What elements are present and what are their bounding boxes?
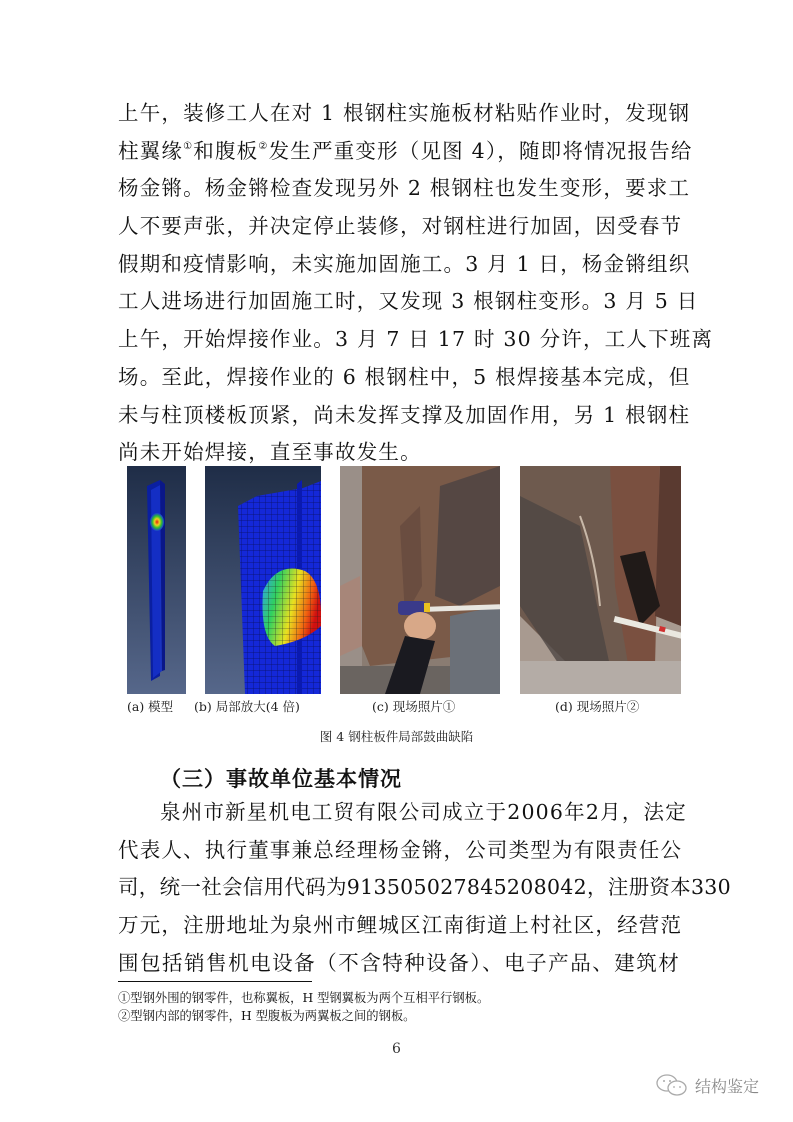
footnote-divider (118, 981, 312, 982)
fe-model-image (127, 466, 186, 694)
text-line: 泉州市新星机电工贸有限公司成立于2006年2月，法定 (160, 800, 687, 824)
text-line: 司，统一社会信用代码为913505027845208042，注册资本330 (118, 875, 731, 900)
panel-caption-b: (b) 局部放大(4 倍) (194, 699, 300, 714)
text-line: 杨金锵。杨金锵检查发现另外 2 根钢柱也发生变形，要求工 (118, 176, 691, 201)
figure-panel-a-model (127, 466, 186, 694)
site-photo-image (520, 466, 681, 694)
watermark-text: 结构鉴定 (695, 1076, 760, 1096)
text-line: 未与柱顶楼板顶紧，尚未发挥支撑及加固作用，另 1 根钢柱 (118, 402, 691, 427)
text-line: 万元，注册地址为泉州市鲤城区江南街道上村社区，经营范 (118, 913, 683, 938)
text-line: 柱翼缘①和腹板②发生严重变形（见图 4），随即将情况报告给 (118, 138, 693, 163)
panel-caption-a: (a) 模型 (127, 699, 174, 714)
panel-caption-c: (c) 现场照片① (372, 699, 456, 714)
footnote-1: ①型钢外围的钢零件，也称翼板，H 型钢翼板为两个互相平行钢板。 (118, 991, 490, 1005)
text-line: 上午，开始焊接作业。3 月 7 日 17 时 30 分许，工人下班离 (118, 327, 714, 352)
figure-title: 图 4 钢柱板件局部鼓曲缺陷 (319, 729, 474, 744)
figure-panel-c-site-photo-1 (340, 466, 500, 694)
text-line: 尚未开始焊接，直至事故发生。 (118, 440, 422, 465)
figure-panel-b-zoom (205, 466, 321, 694)
fe-model-zoom-image (205, 466, 321, 694)
watermark (655, 1073, 759, 1097)
section-heading: （三）事故单位基本情况 (160, 767, 402, 791)
body-paragraph-2 (118, 794, 731, 982)
figure-panel-d-site-photo-2 (520, 466, 681, 694)
wechat-icon (655, 1073, 689, 1097)
text-line: 围包括销售机电设备（不含特种设备）、电子产品、建筑材 (118, 950, 680, 975)
text-line: 场。至此，焊接作业的 6 根钢柱中，5 根焊接基本完成，但 (118, 364, 691, 389)
text-line: 代表人、执行董事兼总经理杨金锵，公司类型为有限责任公 (118, 837, 683, 862)
footnote-2: ②型钢内部的钢零件，H 型腹板为两翼板之间的钢板。 (118, 1009, 416, 1023)
text-line: 上午，装修工人在对 1 根钢柱实施板材粘贴作业时，发现钢 (118, 101, 691, 125)
page-number: 6 (392, 1041, 401, 1057)
body-paragraph-1 (118, 95, 714, 472)
site-photo-image (340, 466, 500, 694)
footnote-ref-1[interactable]: ① (183, 140, 194, 152)
footnote-ref-2[interactable]: ② (258, 140, 269, 152)
text-line: 工人进场进行加固施工时，又发现 3 根钢柱变形。3 月 5 日 (118, 289, 699, 314)
panel-caption-d: (d) 现场照片② (555, 699, 640, 714)
text-line: 假期和疫情影响，未实施加固施工。3 月 1 日，杨金锵组织 (118, 251, 691, 276)
text-line: 人不要声张，并决定停止装修，对钢柱进行加固，因受春节 (118, 214, 683, 239)
